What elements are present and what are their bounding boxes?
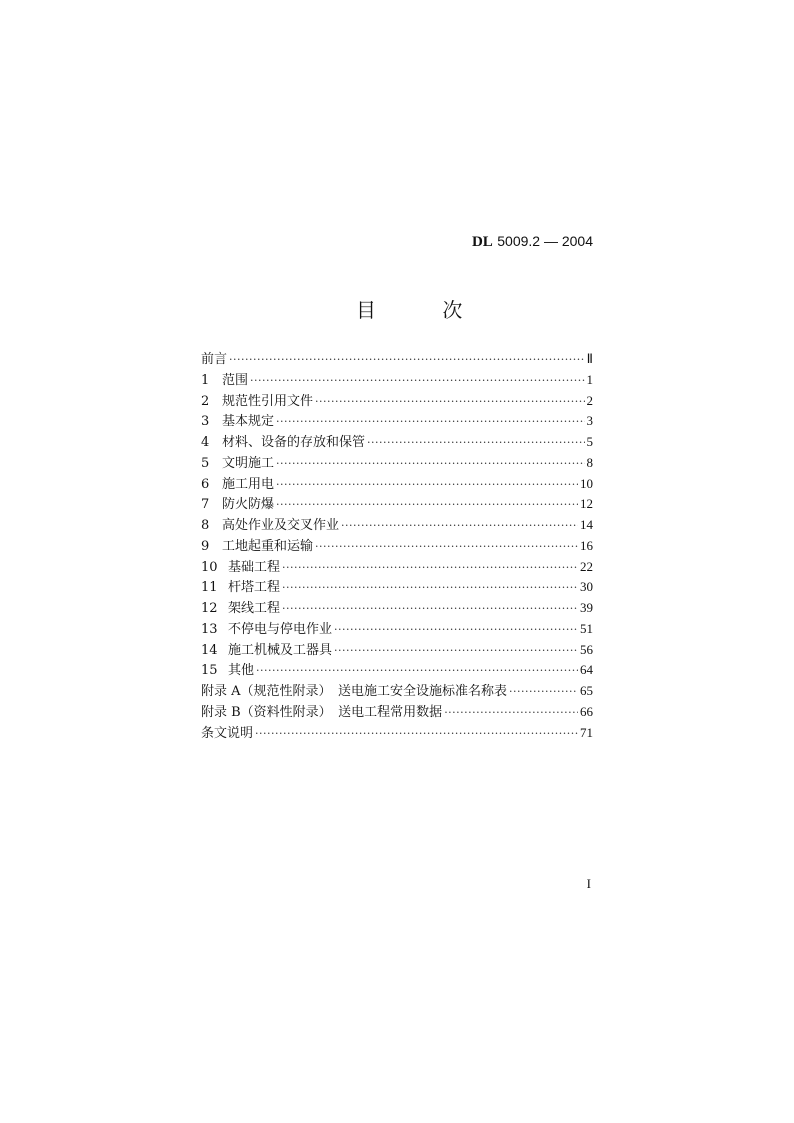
toc-entry-label: 附录 A（规范性附录） 送电施工安全设施标准名称表 <box>201 684 508 699</box>
toc-entry-label: 文明施工 <box>222 455 275 471</box>
toc-dot-leader <box>315 537 578 557</box>
toc-entry-label: 架线工程 <box>228 601 281 616</box>
toc-entry-4[interactable] <box>201 432 593 453</box>
toc-entry-appendix-b[interactable] <box>201 702 593 723</box>
toc-entry-1[interactable] <box>201 370 593 391</box>
toc-entry-12[interactable] <box>201 598 593 619</box>
standard-number: 5009.2 — 2004 <box>497 233 593 249</box>
toc-dot-leader <box>334 641 578 661</box>
toc-entry-page: 30 <box>580 579 593 595</box>
toc-entry-appendix-a[interactable] <box>201 681 593 702</box>
toc-entry-label: 基础工程 <box>228 559 281 575</box>
toc-entry-page: 65 <box>580 683 593 698</box>
toc-entry-page: 14 <box>580 517 593 532</box>
toc-entry-10[interactable] <box>201 557 593 578</box>
toc-entry-number: 5 <box>201 455 210 471</box>
toc-dot-leader <box>341 516 578 536</box>
toc-entry-page: 10 <box>580 475 593 491</box>
table-of-contents <box>201 349 593 743</box>
toc-entry-number: 6 <box>201 476 210 492</box>
toc-entry-page: 39 <box>580 600 593 615</box>
toc-entry-label: 附录 B（资料性附录） 送电工程常用数据 <box>201 704 443 720</box>
toc-entry-page: 2 <box>586 392 593 408</box>
toc-dot-leader <box>367 433 584 453</box>
toc-entry-label: 基本规定 <box>222 414 275 430</box>
toc-entry-label: 高处作业及交叉作业 <box>222 518 340 533</box>
toc-entry-5[interactable] <box>201 453 593 474</box>
toc-dot-leader <box>282 578 578 598</box>
page-number: I <box>586 876 591 891</box>
toc-entry-number: 12 <box>201 601 218 616</box>
standard-prefix: DL <box>471 234 493 250</box>
toc-entry-page: 22 <box>580 558 593 574</box>
toc-entry-label: 杆塔工程 <box>228 580 281 596</box>
toc-dot-leader <box>509 682 578 702</box>
toc-entry-label: 前言 <box>201 352 228 367</box>
toc-entry-number: 9 <box>201 538 210 554</box>
toc-dot-leader <box>229 350 585 370</box>
toc-entry-page: 8 <box>586 454 593 470</box>
toc-entry-3[interactable] <box>201 411 593 432</box>
toc-dot-leader <box>276 412 584 432</box>
toc-entry-page: 1 <box>586 371 593 387</box>
toc-entry-2[interactable] <box>201 391 593 412</box>
toc-entry-label: 材料、设备的存放和保管 <box>222 435 366 450</box>
toc-dot-leader <box>255 724 578 744</box>
toc-entry-number: 13 <box>201 621 218 637</box>
standard-code <box>472 233 593 251</box>
toc-entry-label: 施工用电 <box>222 476 275 492</box>
toc-entry-number: 10 <box>201 559 218 575</box>
page-title: 目 次 <box>356 298 493 322</box>
toc-entry-11[interactable] <box>201 577 593 598</box>
toc-dot-leader <box>282 599 578 619</box>
toc-entry-label: 规范性引用文件 <box>222 393 314 409</box>
toc-entry-14[interactable] <box>201 640 593 661</box>
toc-entry-page: Ⅱ <box>586 351 593 366</box>
toc-entry-9[interactable] <box>201 536 593 557</box>
toc-dot-leader <box>250 371 584 391</box>
toc-entry-label: 其他 <box>228 663 255 679</box>
toc-dot-leader <box>276 454 584 474</box>
toc-entry-label: 工地起重和运输 <box>222 538 314 554</box>
toc-dot-leader <box>334 620 578 640</box>
toc-entry-preface[interactable] <box>201 349 593 370</box>
toc-dot-leader <box>256 661 578 681</box>
toc-entry-label: 防火防爆 <box>222 497 275 513</box>
toc-entry-label: 条文说明 <box>201 725 254 741</box>
toc-entry-number: 15 <box>201 663 218 679</box>
toc-entry-number: 4 <box>201 435 210 450</box>
toc-entry-13[interactable] <box>201 619 593 640</box>
toc-entry-page: 64 <box>580 662 593 678</box>
toc-entry-number: 3 <box>201 414 210 430</box>
toc-entry-explanation[interactable] <box>201 723 593 744</box>
toc-entry-page: 16 <box>580 537 593 553</box>
toc-entry-number: 7 <box>201 497 210 513</box>
toc-entry-label: 施工机械及工器具 <box>228 642 333 658</box>
toc-entry-number: 8 <box>201 518 210 533</box>
toc-entry-page: 71 <box>580 724 593 740</box>
toc-entry-6[interactable] <box>201 474 593 495</box>
toc-dot-leader <box>444 703 578 723</box>
toc-entry-15[interactable] <box>201 660 593 681</box>
toc-dot-leader <box>276 475 578 495</box>
toc-entry-page: 51 <box>580 620 593 636</box>
toc-entry-number: 1 <box>201 372 210 388</box>
toc-entry-number: 14 <box>201 642 218 658</box>
toc-entry-8[interactable] <box>201 515 593 536</box>
toc-dot-leader <box>276 495 578 515</box>
toc-entry-page: 12 <box>580 496 593 512</box>
toc-entry-7[interactable] <box>201 494 593 515</box>
toc-entry-page: 3 <box>586 413 593 429</box>
toc-dot-leader <box>315 392 584 412</box>
toc-dot-leader <box>282 558 578 578</box>
toc-entry-page: 5 <box>586 434 593 449</box>
toc-entry-number: 2 <box>201 393 210 409</box>
toc-entry-label: 不停电与停电作业 <box>228 621 333 637</box>
toc-entry-label: 范围 <box>222 372 249 388</box>
toc-entry-number: 11 <box>201 580 218 596</box>
toc-entry-page: 66 <box>580 703 593 719</box>
toc-entry-page: 56 <box>580 641 593 657</box>
